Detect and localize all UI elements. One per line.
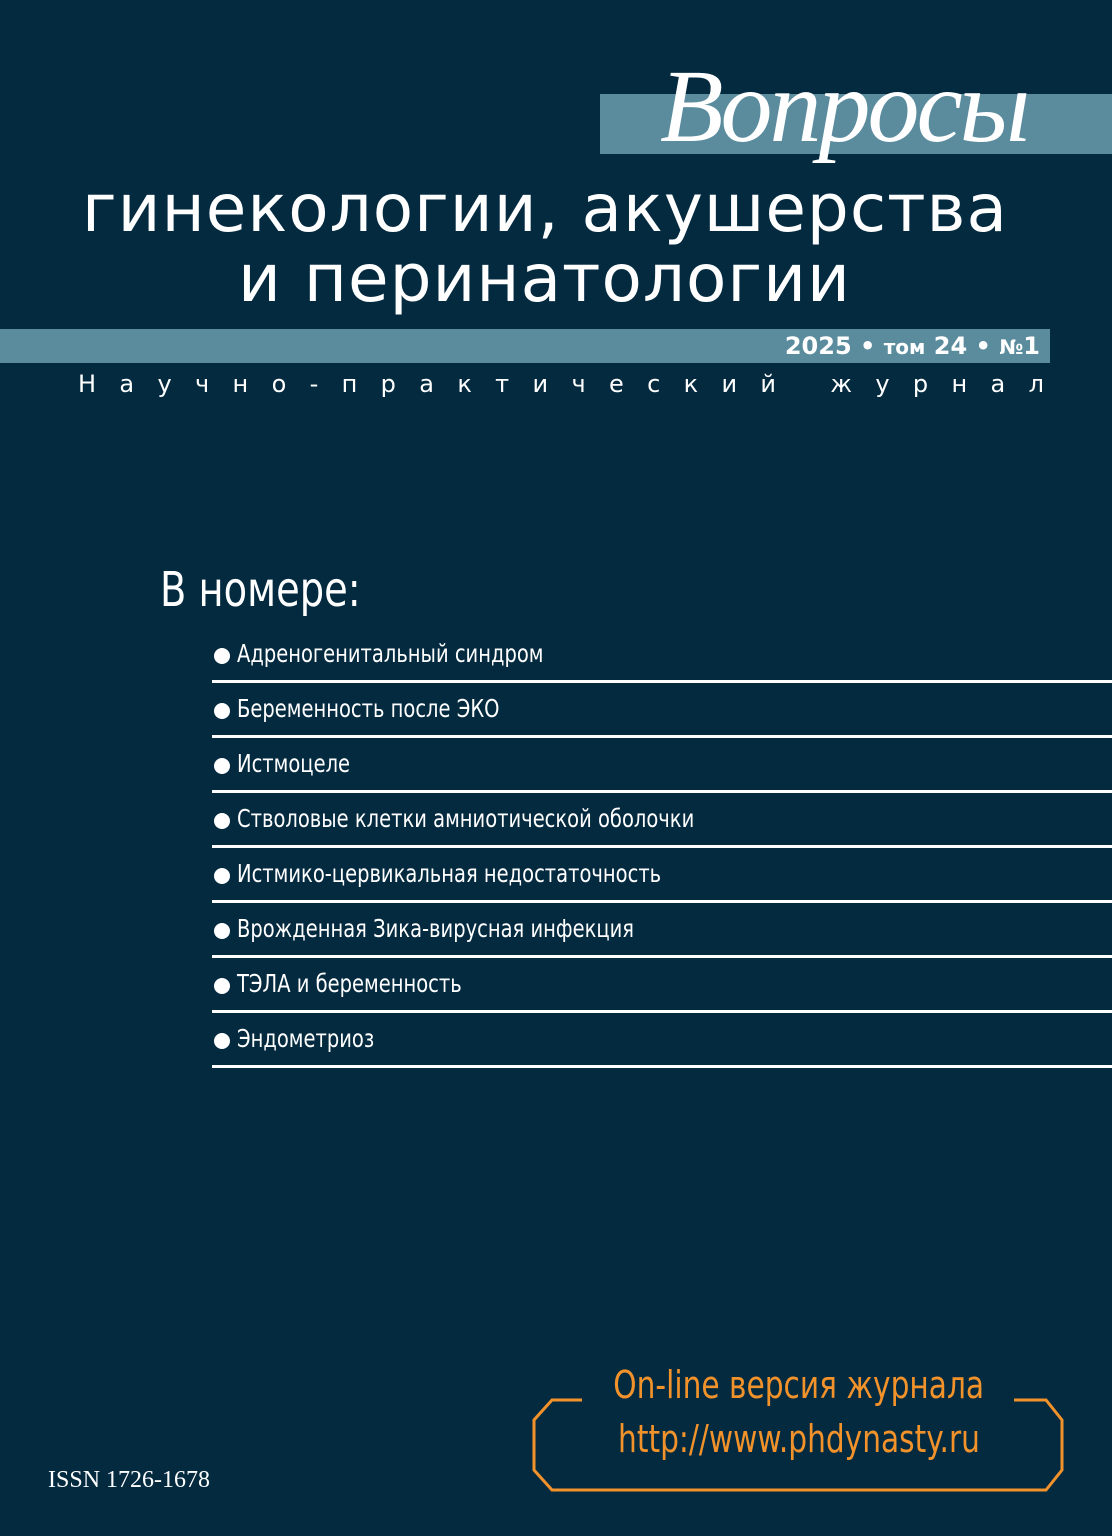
- subtitle-letter: -: [309, 370, 319, 398]
- subtitle-letter: с: [647, 370, 661, 398]
- subtitle-letter: ч: [571, 370, 586, 398]
- subtitle-letter: р: [912, 370, 929, 398]
- issue-year: 2025: [784, 332, 852, 360]
- in-this-issue-heading: В номере:: [160, 562, 361, 618]
- online-version-label: [530, 1362, 1068, 1408]
- list-item: [212, 793, 1112, 848]
- issn-number: ISSN 1726-1678: [48, 1467, 211, 1493]
- subtitle-letter: у: [157, 370, 172, 398]
- bullet-icon: [214, 868, 230, 884]
- subtitle-letter: к: [457, 370, 472, 398]
- journal-title-word: Вопросы: [660, 49, 1028, 164]
- issue-separator-2: •: [975, 332, 991, 360]
- contents-list: [212, 628, 1112, 1068]
- subtitle-letter: ж: [830, 370, 852, 398]
- contents-item-label: Истмоцеле: [237, 749, 351, 778]
- subtitle-letter: о: [271, 370, 287, 398]
- journal-title-line-1: гинекологии, акушерства: [82, 170, 1008, 247]
- bullet-icon: [214, 648, 230, 664]
- subtitle-letter: н: [951, 370, 968, 398]
- subtitle-letter: у: [875, 370, 890, 398]
- contents-item-label: Истмико-цервикальная недостаточность: [237, 859, 662, 888]
- bullet-icon: [214, 1033, 230, 1049]
- bullet-icon: [214, 923, 230, 939]
- contents-item-label: Беременность после ЭКО: [237, 694, 500, 723]
- subtitle-letter: л: [1028, 370, 1044, 398]
- contents-item-label: ТЭЛА и беременность: [237, 969, 462, 998]
- issue-number: 1: [1023, 332, 1040, 360]
- subtitle-letter: й: [760, 370, 777, 398]
- contents-item-label: Эндометриоз: [237, 1024, 375, 1053]
- list-item: [212, 1013, 1112, 1068]
- subtitle-letter: е: [608, 370, 624, 398]
- volume-label: том: [883, 335, 926, 359]
- subtitle-letter: и: [721, 370, 738, 398]
- website-url[interactable]: http://www.phdynasty.ru: [618, 1417, 980, 1461]
- list-item: [212, 738, 1112, 793]
- subtitle-letter: ч: [195, 370, 210, 398]
- list-item: [212, 683, 1112, 738]
- contents-item-label: Адреногенитальный синдром: [237, 639, 544, 668]
- subtitle-letter: т: [495, 370, 510, 398]
- bullet-icon: [214, 758, 230, 774]
- contents-item-label: Стволовые клетки амниотической оболочки: [237, 804, 695, 833]
- online-version-box: [530, 1358, 1068, 1498]
- list-item: [212, 848, 1112, 903]
- issue-info: [785, 331, 1040, 362]
- subtitle-letter: а: [419, 370, 434, 398]
- list-item: [212, 958, 1112, 1013]
- journal-title-line-2: и перинатологии: [238, 240, 851, 317]
- list-item: [212, 628, 1112, 683]
- subtitle-letter: Н: [78, 370, 97, 398]
- subtitle-letter: а: [119, 370, 135, 398]
- contents-item-label: Врожденная Зика-вирусная инфекция: [237, 914, 635, 943]
- subtitle-letter: р: [380, 370, 396, 398]
- subtitle-letter: и: [532, 370, 549, 398]
- website-link[interactable]: [530, 1416, 1068, 1462]
- online-version-text: On-line версия журнала: [613, 1363, 985, 1407]
- issue-separator: •: [860, 332, 876, 360]
- subtitle-gap: [799, 370, 807, 398]
- subtitle-letter: к: [683, 370, 699, 398]
- bullet-icon: [214, 703, 230, 719]
- bullet-icon: [214, 813, 230, 829]
- subtitle-letter: н: [232, 370, 249, 398]
- subtitle-letter: а: [990, 370, 1006, 398]
- journal-subtitle: [78, 370, 1044, 398]
- subtitle-letter: п: [341, 370, 358, 398]
- bullet-icon: [214, 978, 230, 994]
- list-item: [212, 903, 1112, 958]
- number-label: №: [999, 335, 1024, 359]
- volume-number: 24: [933, 332, 968, 360]
